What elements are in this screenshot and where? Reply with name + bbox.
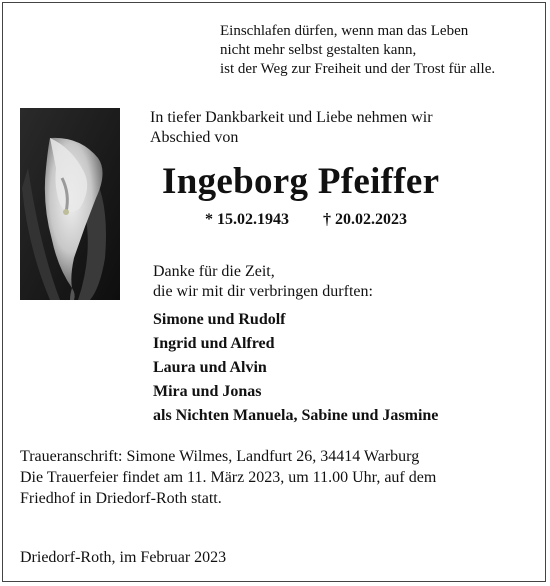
birth-date: * 15.02.1943 — [205, 211, 289, 228]
intro-line: Abschied von — [150, 129, 239, 146]
mourner-entry: als Nichten Manuela, Sabine und Jasmine — [153, 407, 439, 424]
poem-line: nicht mehr selbst gestalten kann, — [220, 42, 417, 58]
ceremony-line: Friedhof in Driedorf-Roth statt. — [20, 490, 222, 507]
funeral-info — [20, 446, 532, 509]
poem-line: ist der Weg zur Freiheit und der Trost für alle. — [220, 61, 496, 77]
intro-text — [150, 108, 433, 148]
calla-lily-icon — [20, 108, 120, 300]
thanks-text — [153, 262, 373, 302]
mourner-entry: Ingrid und Alfred — [153, 335, 275, 352]
mourner-entry: Laura und Alvin — [153, 359, 267, 376]
mourning-address: Traueranschrift: Simone Wilmes, Landfurt 26, 34414 Warburg — [20, 448, 420, 465]
poem-line: Einschlafen dürfen, wenn man das Leben — [220, 23, 469, 39]
mourners-list — [153, 308, 438, 428]
mourner-entry: Mira und Jonas — [153, 383, 262, 400]
life-dates — [205, 210, 407, 230]
ceremony-line: Die Trauerfeier findet am 11. März 2023, um 11.00 Uhr, auf dem — [20, 469, 437, 486]
intro-line: In tiefer Dankbarkeit und Liebe nehmen wir — [150, 109, 433, 126]
mourner-entry: Simone und Rudolf — [153, 311, 286, 328]
death-date: † 20.02.2023 — [323, 211, 407, 228]
place-date: Driedorf-Roth, im Februar 2023 — [20, 549, 227, 566]
thanks-line: die wir mit dir verbringen durften: — [153, 283, 373, 300]
poem — [220, 22, 495, 79]
thanks-line: Danke für die Zeit, — [153, 263, 275, 280]
deceased-name: Ingeborg Pfeiffer — [162, 161, 440, 202]
